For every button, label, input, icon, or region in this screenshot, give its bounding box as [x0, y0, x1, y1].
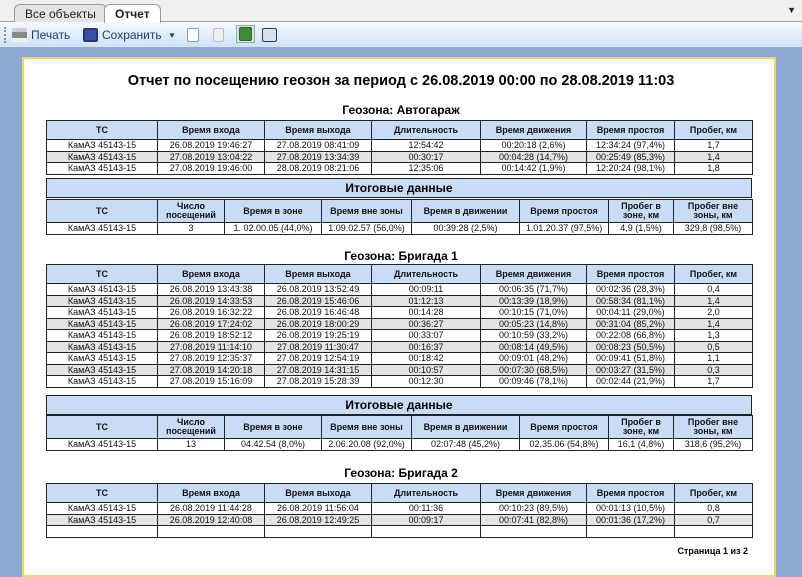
table-cell: 27.08.2019 12:54:19	[265, 353, 372, 365]
table-cell: 27.08.2019 11:14:10	[158, 341, 265, 353]
table-cell: 26.08.2019 12:40:08	[158, 514, 265, 526]
zone-visits-table	[46, 264, 753, 388]
table-row	[47, 318, 753, 330]
column-header: ТС	[47, 416, 158, 439]
header-row	[47, 200, 753, 223]
table-cell: 27.08.2019 14:31:15	[265, 364, 372, 376]
column-header: Время движения	[481, 121, 587, 140]
table-cell: 2,0	[675, 307, 753, 319]
column-header: Пробег, км	[675, 121, 753, 140]
table-cell: 00:04:28 (14,7%)	[481, 151, 587, 163]
table-cell: 1.01.20.37 (97,5%)	[520, 223, 609, 235]
table-cell: 1,4	[675, 295, 753, 307]
table-cell: 00:09:11	[372, 284, 481, 296]
table-cell: 1,8	[675, 163, 753, 175]
table-row	[47, 163, 753, 175]
table-cell: 00:08:23 (50,5%)	[587, 341, 675, 353]
table-cell: 00:09:17	[372, 514, 481, 526]
summary-title: Итоговые данные	[46, 395, 752, 415]
column-header: Число посещений	[158, 200, 225, 223]
table-cell: 00:07:30 (68,5%)	[481, 364, 587, 376]
table-cell: КамАЗ 45143-15	[47, 364, 158, 376]
table-row	[47, 526, 753, 538]
table-cell: 27.08.2019 14:20:18	[158, 364, 265, 376]
table-cell: КамАЗ 45143-15	[47, 284, 158, 296]
table-cell: КамАЗ 45143-15	[47, 376, 158, 388]
column-header: Время в движении	[412, 416, 520, 439]
tab-list-dropdown-icon[interactable]: ▼	[787, 5, 796, 15]
table-cell: 00:01:13 (10,5%)	[587, 503, 675, 515]
table-cell: 27.08.2019 13:34:39	[265, 151, 372, 163]
table-cell: 00:10:23 (89,5%)	[481, 503, 587, 515]
floppy-disk-icon	[83, 28, 98, 42]
table-cell: 02,35.06 (54,8%)	[520, 439, 609, 451]
table-cell: 2.06.20.08 (92,0%)	[322, 439, 412, 451]
table-cell: КамАЗ 45143-15	[47, 318, 158, 330]
table-cell: 12:34:24 (97,4%)	[587, 140, 675, 152]
table-cell: 00:12:30	[372, 376, 481, 388]
table-cell: 00:30:17	[372, 151, 481, 163]
toolbar	[0, 22, 802, 48]
table-cell	[372, 526, 481, 538]
table-cell: 1. 02.00.05 (44,0%)	[225, 223, 322, 235]
table-row	[47, 514, 753, 526]
table-cell: 00:22:08 (66,8%)	[587, 330, 675, 342]
column-header: ТС	[47, 121, 158, 140]
table-cell: 00:08:14 (49,5%)	[481, 341, 587, 353]
table-cell: 01:12:13	[372, 295, 481, 307]
table-row	[47, 503, 753, 515]
table-cell: 26.08.2019 19:46:27	[158, 140, 265, 152]
table-cell: КамАЗ 45143-15	[47, 439, 158, 451]
table-cell: 00:18:42	[372, 353, 481, 365]
table-cell: 00:25:49 (85,3%)	[587, 151, 675, 163]
column-header: Время в движении	[412, 200, 520, 223]
table-cell: 329,8 (98,5%)	[674, 223, 753, 235]
column-header: Пробег, км	[675, 484, 753, 503]
help-icon	[213, 28, 224, 42]
column-header: Пробег вне зоны, км	[674, 416, 753, 439]
table-row	[47, 353, 753, 365]
table-cell: 00:11:36	[372, 503, 481, 515]
column-header: Время входа	[158, 121, 265, 140]
column-header: Длительность	[372, 265, 481, 284]
table-cell: 27.08.2019 11:30:47	[265, 341, 372, 353]
column-header: Время вне зоны	[322, 416, 412, 439]
table-cell: 26.08.2019 16:32:22	[158, 307, 265, 319]
table-cell: 13	[158, 439, 225, 451]
table-cell: 27.08.2019 15:16:09	[158, 376, 265, 388]
table-cell: КамАЗ 45143-15	[47, 341, 158, 353]
column-header: Время простоя	[587, 265, 675, 284]
tab-report[interactable]: Отчет	[104, 4, 161, 23]
zone-title: Геозона: Бригада 1	[344, 249, 458, 263]
table-cell: 28.08.2019 08:21:06	[265, 163, 372, 175]
table-cell: 27.08.2019 12:35:37	[158, 353, 265, 365]
table-cell: 1.09.02.57 (56,0%)	[322, 223, 412, 235]
column-header: ТС	[47, 200, 158, 223]
table-cell: 27.08.2019 08:41:09	[265, 140, 372, 152]
table-cell: 00:14:42 (1,9%)	[481, 163, 587, 175]
column-header: Пробег, км	[675, 265, 753, 284]
column-header: Пробег в зоне, км	[609, 416, 674, 439]
table-cell: 00:58:34 (81,1%)	[587, 295, 675, 307]
page-number: Страница 1 из 2	[677, 546, 748, 556]
column-header: Время простоя	[520, 416, 609, 439]
table-cell: КамАЗ 45143-15	[47, 330, 158, 342]
table-cell: 00:10:15 (71,0%)	[481, 307, 587, 319]
table-cell: 00:16:37	[372, 341, 481, 353]
single-page-view-button[interactable]	[236, 25, 255, 43]
column-header: Время вне зоны	[322, 200, 412, 223]
table-cell: КамАЗ 45143-15	[47, 223, 158, 235]
table-cell: 1,4	[675, 151, 753, 163]
page-view-icon	[239, 27, 252, 41]
column-header: Время входа	[158, 484, 265, 503]
save-button[interactable]	[83, 26, 162, 44]
column-header: Число посещений	[158, 416, 225, 439]
table-row	[47, 295, 753, 307]
table-cell: 00:09:41 (51,8%)	[587, 353, 675, 365]
table-cell: 0,8	[675, 503, 753, 515]
table-cell	[47, 526, 158, 538]
table-row	[47, 151, 753, 163]
table-cell: 04.42.54 (8,0%)	[225, 439, 322, 451]
table-cell: 26.08.2019 16:46:48	[265, 307, 372, 319]
column-header: Пробег вне зоны, км	[674, 200, 753, 223]
zone-title: Геозона: Бригада 2	[344, 466, 458, 480]
table-cell: 0,7	[675, 514, 753, 526]
table-row	[47, 140, 753, 152]
table-cell: КамАЗ 45143-15	[47, 307, 158, 319]
table-cell: 1,1	[675, 353, 753, 365]
tab-all-objects[interactable]: Все объекты	[14, 4, 107, 22]
table-row	[47, 364, 753, 376]
table-cell: 26.08.2019 17:24:02	[158, 318, 265, 330]
table-cell: 0,5	[675, 341, 753, 353]
table-cell: 3	[158, 223, 225, 235]
table-cell	[587, 526, 675, 538]
table-cell: 00:06:35 (71,7%)	[481, 284, 587, 296]
table-cell	[158, 526, 265, 538]
column-header: Время выхода	[265, 121, 372, 140]
column-header: ТС	[47, 484, 158, 503]
table-cell: 00:10:57	[372, 364, 481, 376]
table-cell: 26.08.2019 18:52:12	[158, 330, 265, 342]
column-header: Время в зоне	[225, 416, 322, 439]
document-icon	[187, 28, 199, 42]
table-cell: 00:39:28 (2,5%)	[412, 223, 520, 235]
table-cell: КамАЗ 45143-15	[47, 503, 158, 515]
table-cell: 27.08.2019 15:28:39	[265, 376, 372, 388]
column-header: Время простоя	[520, 200, 609, 223]
column-header: Время движения	[481, 484, 587, 503]
print-button[interactable]	[12, 26, 70, 44]
print-label: Печать	[31, 28, 71, 42]
printer-icon	[12, 28, 27, 42]
table-cell: 00:10:59 (33,2%)	[481, 330, 587, 342]
toolbar-grip[interactable]	[4, 27, 6, 43]
table-row	[47, 376, 753, 388]
zone-summary-table	[46, 199, 753, 235]
header-row	[47, 484, 753, 503]
table-cell: 26.08.2019 15:46:06	[265, 295, 372, 307]
column-header: Время выхода	[265, 265, 372, 284]
table-cell: 00:14:28	[372, 307, 481, 319]
header-row	[47, 416, 753, 439]
table-cell: 1,3	[675, 330, 753, 342]
column-header: Длительность	[372, 484, 481, 503]
table-cell: 26.08.2019 11:56:04	[265, 503, 372, 515]
table-row	[47, 223, 753, 235]
table-cell	[675, 526, 753, 538]
help-button[interactable]	[213, 26, 224, 44]
column-header: Время простоя	[587, 484, 675, 503]
tab-bar	[0, 0, 802, 22]
table-cell: 26.08.2019 11:44:28	[158, 503, 265, 515]
table-row	[47, 284, 753, 296]
table-cell: 26.08.2019 19:25:19	[265, 330, 372, 342]
column-header: Время движения	[481, 265, 587, 284]
table-cell: 00:07:41 (82,8%)	[481, 514, 587, 526]
table-cell: 26.08.2019 13:43:38	[158, 284, 265, 296]
table-cell: 4,9 (1,5%)	[609, 223, 674, 235]
zone-visits-table	[46, 483, 753, 538]
table-row	[47, 307, 753, 319]
multi-page-icon	[262, 28, 277, 42]
table-row	[47, 330, 753, 342]
table-cell: КамАЗ 45143-15	[47, 353, 158, 365]
table-cell: 00:09:46 (78,1%)	[481, 376, 587, 388]
page-setup-button[interactable]	[187, 26, 199, 44]
table-cell	[481, 526, 587, 538]
table-cell: 00:04:11 (29,0%)	[587, 307, 675, 319]
table-cell: 27.08.2019 13:04:22	[158, 151, 265, 163]
report-page	[22, 57, 776, 577]
table-cell: 12:20:24 (98,1%)	[587, 163, 675, 175]
table-cell: 00:02:36 (28,3%)	[587, 284, 675, 296]
column-header: Время простоя	[587, 121, 675, 140]
column-header: Время входа	[158, 265, 265, 284]
column-header: Пробег в зоне, км	[609, 200, 674, 223]
table-cell: КамАЗ 45143-15	[47, 140, 158, 152]
zone-title: Геозона: Автогараж	[342, 103, 460, 117]
table-row	[47, 439, 753, 451]
table-cell: 00:02:44 (21,9%)	[587, 376, 675, 388]
table-cell: 00:01:36 (17,2%)	[587, 514, 675, 526]
save-dropdown-icon[interactable]: ▼	[168, 30, 176, 40]
table-cell: 1,4	[675, 318, 753, 330]
table-cell: 00:13:39 (18,9%)	[481, 295, 587, 307]
table-cell: 12:54:42	[372, 140, 481, 152]
table-cell	[265, 526, 372, 538]
table-cell: 0,4	[675, 284, 753, 296]
table-cell: КамАЗ 45143-15	[47, 295, 158, 307]
column-header: ТС	[47, 265, 158, 284]
table-cell: 26.08.2019 12:49:25	[265, 514, 372, 526]
table-cell: 0,3	[675, 364, 753, 376]
report-title: Отчет по посещению геозон за период с 26.08.2019 00:00 по 28.08.2019 11:03	[127, 73, 675, 89]
table-cell: 00:33:07	[372, 330, 481, 342]
table-cell: 00:05:23 (14,8%)	[481, 318, 587, 330]
table-cell: 318,6 (95,2%)	[674, 439, 753, 451]
summary-title: Итоговые данные	[46, 178, 752, 198]
table-cell: 26.08.2019 14:33:53	[158, 295, 265, 307]
table-cell: КамАЗ 45143-15	[47, 514, 158, 526]
table-cell: 12:35:06	[372, 163, 481, 175]
table-cell: КамАЗ 45143-15	[47, 163, 158, 175]
table-cell: КамАЗ 45143-15	[47, 151, 158, 163]
column-header: Время в зоне	[225, 200, 322, 223]
table-cell: 00:03:27 (31,5%)	[587, 364, 675, 376]
table-cell: 00:09:01 (48,2%)	[481, 353, 587, 365]
column-header: Время выхода	[265, 484, 372, 503]
table-cell: 00:36:27	[372, 318, 481, 330]
table-cell: 27.08.2019 19:46:00	[158, 163, 265, 175]
header-row	[47, 265, 753, 284]
header-row	[47, 121, 753, 140]
table-cell: 26.08.2019 13:52:49	[265, 284, 372, 296]
table-cell: 00:20:18 (2,6%)	[481, 140, 587, 152]
table-cell: 1,7	[675, 376, 753, 388]
zone-visits-table	[46, 120, 753, 175]
save-label: Сохранить	[102, 28, 162, 42]
table-cell: 1,7	[675, 140, 753, 152]
table-cell: 16,1 (4,8%)	[609, 439, 674, 451]
table-cell: 00:31:04 (85,2%)	[587, 318, 675, 330]
table-cell: 02:07:48 (45,2%)	[412, 439, 520, 451]
zone-summary-table	[46, 415, 753, 451]
multi-page-view-button[interactable]	[262, 26, 277, 44]
table-row	[47, 341, 753, 353]
table-cell: 26.08.2019 18:00:29	[265, 318, 372, 330]
column-header: Длительность	[372, 121, 481, 140]
